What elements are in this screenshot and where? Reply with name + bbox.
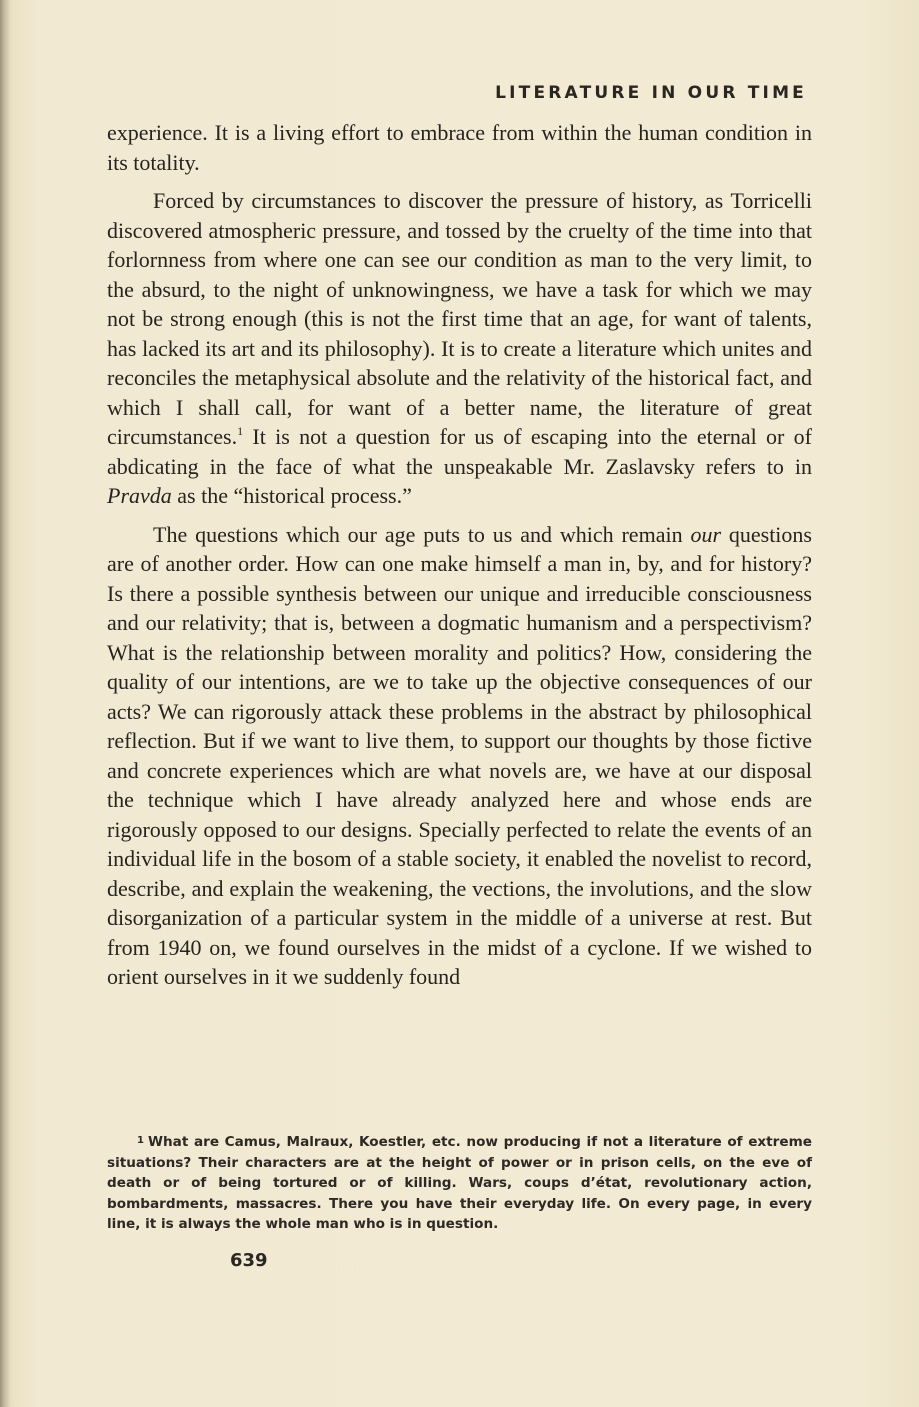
emphasis-our: our — [690, 521, 721, 547]
paragraph-3-text-c: questions are of another order. How can one make himself a man in, by, and for history? Is there a possible synthesis between our unique and irreducible consciousness and our relativity; that is, between a dogmatic humanism and a perspectivism? What is the relationship between morality and politics? How, considering the quality of our intentions, are we to take up the objective consequences of our acts? We can rigorously attack these problems in the abstract by philosophical reflection. But if we want to live them, to support our thoughts by those fictive and concrete experiences which are what novels are, we have at our disposal the technique which I have already analyzed here and whose ends are rigorously opposed to our designs. Specially perfected to relate the events of an individual life in the bosom of a stable society, it enabled the novelist to record, describe, and explain the weakening, the vections, the involutions, and the slow disorganization of a particular system in the middle of a universe at rest. But from 1940 on, we found ourselves in the midst of a cyclone. If we wished to orient ourselves in it we suddenly found — [107, 521, 812, 989]
footnote — [107, 1131, 812, 1235]
paragraph-2-text-b: It is not a question for us of escaping into the eternal or of abdicating in the face of what the unspeakable Mr. Zaslavsky refers to in — [107, 424, 812, 479]
paragraph-2 — [107, 186, 812, 511]
footnote-text: What are Camus, Malraux, Koestler, etc. now producing if not a literature of extreme situations? Their characters are at the height of power or in prison cells, on the eve of death or of being tortured or of killing. Wars, coups d’état, revolutionary action, bombardments, massacres. There you have their everyday life. On every page, in every line, it is always the whole man who is in question. — [107, 1134, 812, 1233]
paragraph-2-text-d: as the “historical process.” — [171, 483, 412, 508]
pravda-title: Pravda — [107, 483, 172, 508]
paragraph-3 — [107, 520, 812, 992]
footnote-reference: 1 — [237, 424, 244, 438]
footnote-mark: 1 — [137, 1135, 144, 1146]
paragraph-1: experience. It is a living effort to embrace from within the human condition in its totality. — [107, 120, 812, 175]
binding-shadow — [0, 0, 10, 1407]
paragraph-3-text-a: The questions which our age puts to us and which remain — [153, 521, 691, 547]
body-text — [107, 118, 812, 992]
paragraph-2-text-a: Forced by circumstances to discover the pressure of history, as Torricelli discovered atmospheric pressure, and tossed by the cruelty of the time into that forlornness from where one can see our condition as man to the very limit, to the absurd, to the night of unknowingness, we have a task for which we may not be strong enough (this is not the first time that an age, for want of talents, has lacked its art and its philosophy). It is to create a literature which unites and reconciles the metaphysical absolute and the relativity of the historical fact, and which I shall call, for want of a better name, the literature of great circumstances. — [107, 188, 812, 449]
page-number: 639 — [230, 1250, 268, 1271]
running-head: LITERATURE IN OUR TIME — [495, 83, 807, 103]
